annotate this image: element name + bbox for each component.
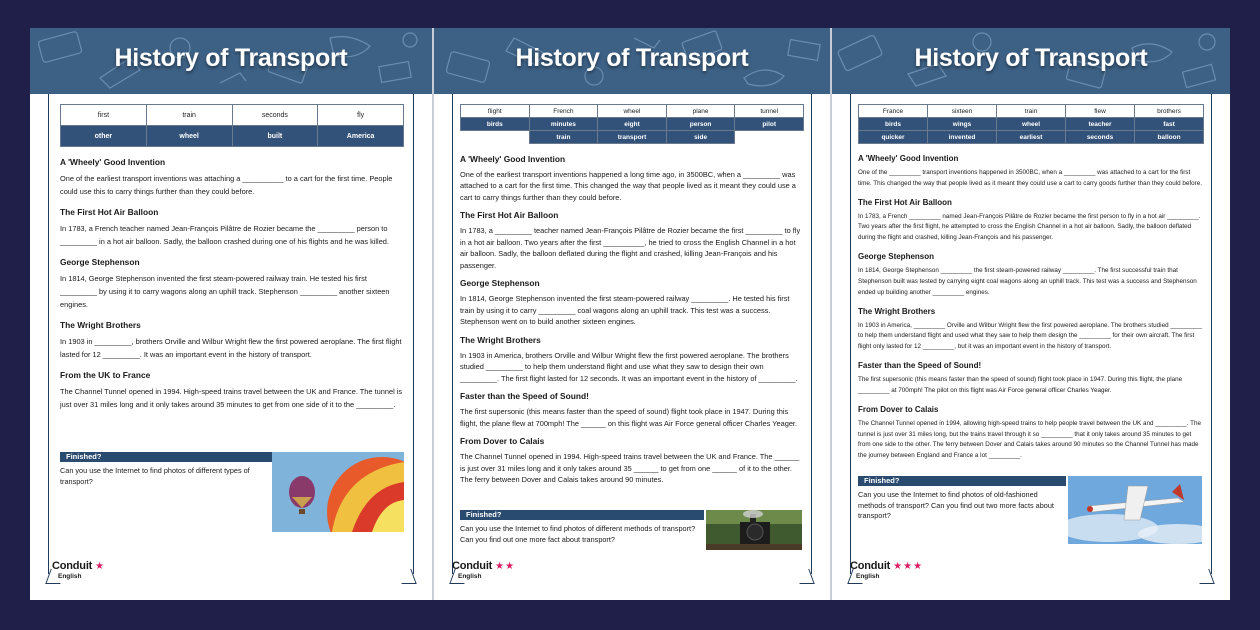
word-bank-cell: teacher (1066, 118, 1135, 131)
word-bank-cell: flew (1066, 105, 1135, 118)
difficulty-stars: ★ (95, 561, 106, 572)
word-bank-cell: birds (461, 118, 530, 131)
section-text: The first supersonic (this means faster than the speed of sound) flight took place in 1947. During this flight, the plane flew at 700mph! The ______ on this flight was Air Force general officer Charles Yeager. (460, 407, 798, 428)
word-bank-cell: wheel (598, 105, 667, 118)
finished-label: Finished? (60, 452, 272, 462)
word-bank-cell: birds (859, 118, 928, 131)
word-bank-cell: quicker (859, 131, 928, 144)
word-bank-cell: pilot (735, 118, 804, 131)
word-bank (858, 104, 1204, 144)
word-bank-cell: other (61, 126, 147, 147)
section-text: The Channel Tunnel opened in 1994, allowing high-speed trains to help people travel between the UK and _________. The tunnel is just over 31 miles long, but the trains travel through it so _________ that it only takes around 35 minutes to get from one side to the other. The ferry between Dover and Calais takes around 90 minutes so the Channel Tunnel has made the journey between England and France a lot _________. (858, 419, 1201, 460)
section-text: In 1814, George Stephenson _________ the first steam-powered railway _________. The first successful train that Stephenson built was tested by carrying eight coal wagons along an uphill track. This test was a success and Stephenson ended up building another _________ engines. (858, 267, 1197, 296)
page-content (60, 104, 404, 411)
page-title: History of Transport (914, 44, 1148, 72)
word-bank-empty-cell (461, 131, 530, 144)
word-bank-cell: train (146, 105, 232, 126)
worksheet-page-2 (434, 28, 830, 600)
word-bank-cell: built (232, 126, 318, 147)
section-text: One of the earliest transport inventions was attaching a __________ to a cart for the first time. People could use this to carry things further than they could before. (60, 174, 393, 196)
finished-box (460, 510, 704, 545)
word-bank-cell: France (859, 105, 928, 118)
worksheet-page-1 (30, 28, 432, 600)
hot-air-balloon-icon (272, 452, 404, 532)
brand-name: Conduit (452, 560, 493, 572)
page-content (858, 104, 1204, 462)
finished-text: Can you use the Internet to find photos of different methods of transport? Can you find out one more fact about transport? (460, 524, 696, 544)
section-heading: The Wright Brothers (858, 306, 936, 316)
section-text: In 1783, a French _________ named Jean-François Pilâtre de Rozier became the first person to fly in a hot air _________. Two years after the first flight, he attempted to cross the English Channel in a hot air balloon. Sadly, the balloon deflated during the flight and crashed, killing Jean-François and his passenger. (858, 212, 1201, 242)
conduit-logo (850, 556, 923, 580)
section-text: In 1783, a _________ teacher named Jean-François Pilâtre de Rozier became the first _________ to fly in a hot air balloon. Two years after the first __________, he tried to cross the English Channel in a hot air balloon. Sadly, the balloon deflated during the flight and crashed, killing Jean-François and his passenger. (460, 226, 801, 270)
section-text: In 1814, George Stephenson invented the first steam-powered railway train. He tested his first _________ by using it to carry wagons along an uphill track. Stephenson _________ another sixteen engines. (60, 273, 390, 309)
section-heading: The First Hot Air Balloon (460, 210, 559, 221)
word-bank-cell: eight (598, 118, 667, 131)
word-bank-cell: wheel (997, 118, 1066, 131)
word-bank-cell: tunnel (735, 105, 804, 118)
finished-box (60, 452, 272, 487)
page-title: History of Transport (114, 44, 348, 72)
word-bank-cell: minutes (529, 118, 598, 131)
finished-text: Can you use the Internet to find photos of different types of transport? (60, 466, 250, 486)
conduit-logo (452, 556, 515, 580)
word-bank-cell: transport (598, 131, 667, 144)
section-heading: The First Hot Air Balloon (858, 197, 952, 207)
section-heading: George Stephenson (460, 278, 540, 289)
page-header (30, 28, 432, 94)
section-heading: A 'Wheely' Good Invention (460, 154, 566, 164)
section-heading: From Dover to Calais (858, 404, 939, 414)
aeroplane-photo (1068, 476, 1202, 544)
page-content (460, 104, 804, 485)
word-bank (60, 104, 404, 147)
brand-name: Conduit (52, 560, 93, 572)
word-bank-cell: wheel (146, 126, 232, 147)
worksheet-page-3 (832, 28, 1230, 600)
hot-air-balloon-photo (272, 452, 404, 532)
section-heading: Faster than the Speed of Sound! (460, 391, 589, 402)
brand-sub: English (458, 573, 482, 580)
word-bank-cell: person (666, 118, 735, 131)
section-text: In 1903 in America, _________ Orville and Wilbur Wright flew the first powered aeroplane. The brothers studied _________ to help them understand flight and used what they saw to help them design the _________ for their own aircraft. The first flight only lasted for 12 _________, but it was an important event in the history of transport. (858, 321, 1202, 351)
word-bank-cell: America (318, 126, 404, 147)
section-heading: George Stephenson (858, 252, 935, 262)
word-bank-cell: train (997, 105, 1066, 118)
word-bank (460, 104, 804, 144)
section-heading: A 'Wheely' Good Invention (60, 157, 166, 167)
brand-name: Conduit (850, 560, 891, 572)
section-text: The first supersonic (this means faster than the speed of sound) flight took place in 1947. During this flight, the plane _________ at 700mph! The pilot on this flight was Air Force general officer Charles Yeager. (858, 376, 1183, 394)
section-heading: A 'Wheely' Good Invention (858, 154, 959, 163)
worksheet-sheet (30, 28, 1230, 600)
word-bank-cell: seconds (232, 105, 318, 126)
page-title: History of Transport (515, 44, 749, 72)
section-heading: George Stephenson (60, 256, 140, 267)
brand-sub: English (58, 573, 82, 580)
aeroplane-icon (1068, 476, 1202, 544)
word-bank-cell: brothers (1135, 105, 1204, 118)
word-bank-cell: balloon (1135, 131, 1204, 144)
word-bank-cell: plane (666, 105, 735, 118)
section-text: The Channel Tunnel opened in 1994. High-speed trains travel between the UK and France. The tunnel is just over 31 miles long and it only takes around 35 minutes to get from one side of it to the _________. (60, 386, 403, 409)
word-bank-cell: wings (928, 118, 997, 131)
word-bank-cell: seconds (1066, 131, 1135, 144)
word-bank-empty-cell (735, 131, 804, 144)
section-text: The Channel Tunnel opened in 1994. High-speed trains travel between the UK and France. The ______ is just over 31 miles long and it only takes around 35 ______ to get from one ______ of it to the other. The ferry between Dover and Calais takes around 90 minutes. (460, 452, 800, 484)
section-text: In 1903 in America, brothers Orville and Wilbur Wright flew the first powered aeroplane. The brothers studied _________ to help them understand flight and use what they saw to design their own _________. The first flight lasted for 12 seconds. It was an important event in the history of _________. (460, 350, 798, 383)
word-bank-cell: fly (318, 105, 404, 126)
section-heading: From the UK to France (60, 369, 151, 380)
section-heading: The Wright Brothers (60, 319, 141, 330)
conduit-logo (52, 556, 105, 580)
word-bank-cell: flight (461, 105, 530, 118)
page-header (434, 28, 830, 94)
difficulty-stars: ★★ (495, 561, 516, 572)
steam-train-photo (706, 510, 802, 550)
section-heading: Faster than the Speed of Sound! (858, 361, 982, 371)
finished-box (858, 476, 1066, 522)
section-text: In 1783, a French teacher named Jean-François Pilâtre de Rozier became the _________ person to _________ in a hot air balloon. Sadly, the balloon crashed during one of his flights and he was killed. (60, 223, 389, 246)
word-bank-cell: earliest (997, 131, 1066, 144)
section-text: In 1903 in _________, brothers Orville and Wilbur Wright flew the first powered aeroplane. The first flight lasted for 12 _________. It was an important event in the history of transport. (60, 336, 402, 359)
finished-label: Finished? (460, 510, 704, 520)
word-bank-cell: train (529, 131, 598, 144)
page-header (832, 28, 1230, 94)
section-heading: The Wright Brothers (460, 334, 541, 345)
word-bank-cell: first (61, 105, 147, 126)
finished-label: Finished? (858, 476, 1066, 486)
word-bank-cell: invented (928, 131, 997, 144)
brand-sub: English (856, 573, 880, 580)
word-bank-cell: fast (1135, 118, 1204, 131)
word-bank-cell: side (666, 131, 735, 144)
section-text: One of the earliest transport inventions happened a long time ago, in 3500BC, when a _________ was attached to a cart for the first time. This changed the way that people lived as it meant they could use a cart to carry things further than they could before. (460, 170, 796, 202)
word-bank-cell: sixteen (928, 105, 997, 118)
word-bank-cell: French (529, 105, 598, 118)
section-text: In 1814, George Stephenson invented the first steam-powered railway _________. He tested his first train by using it to carry _________ coal wagons along an uphill track. This test was a success. Stephenson went on to build another sixteen engines. (460, 294, 790, 327)
finished-text: Can you use the Internet to find photos of old-fashioned methods of transport? Can you find out two more facts about transport? (858, 490, 1054, 521)
steam-train-icon (706, 510, 802, 550)
difficulty-stars: ★★★ (893, 561, 924, 572)
section-heading: The First Hot Air Balloon (60, 206, 159, 217)
section-text: One of the _________ transport inventions happened in 3500BC, when a _________ was attached to a cart for the first time. This changed the way that people lived as it meant they could use a cart to carry goods further than they could before. (858, 169, 1202, 187)
section-heading: From Dover to Calais (460, 436, 545, 447)
